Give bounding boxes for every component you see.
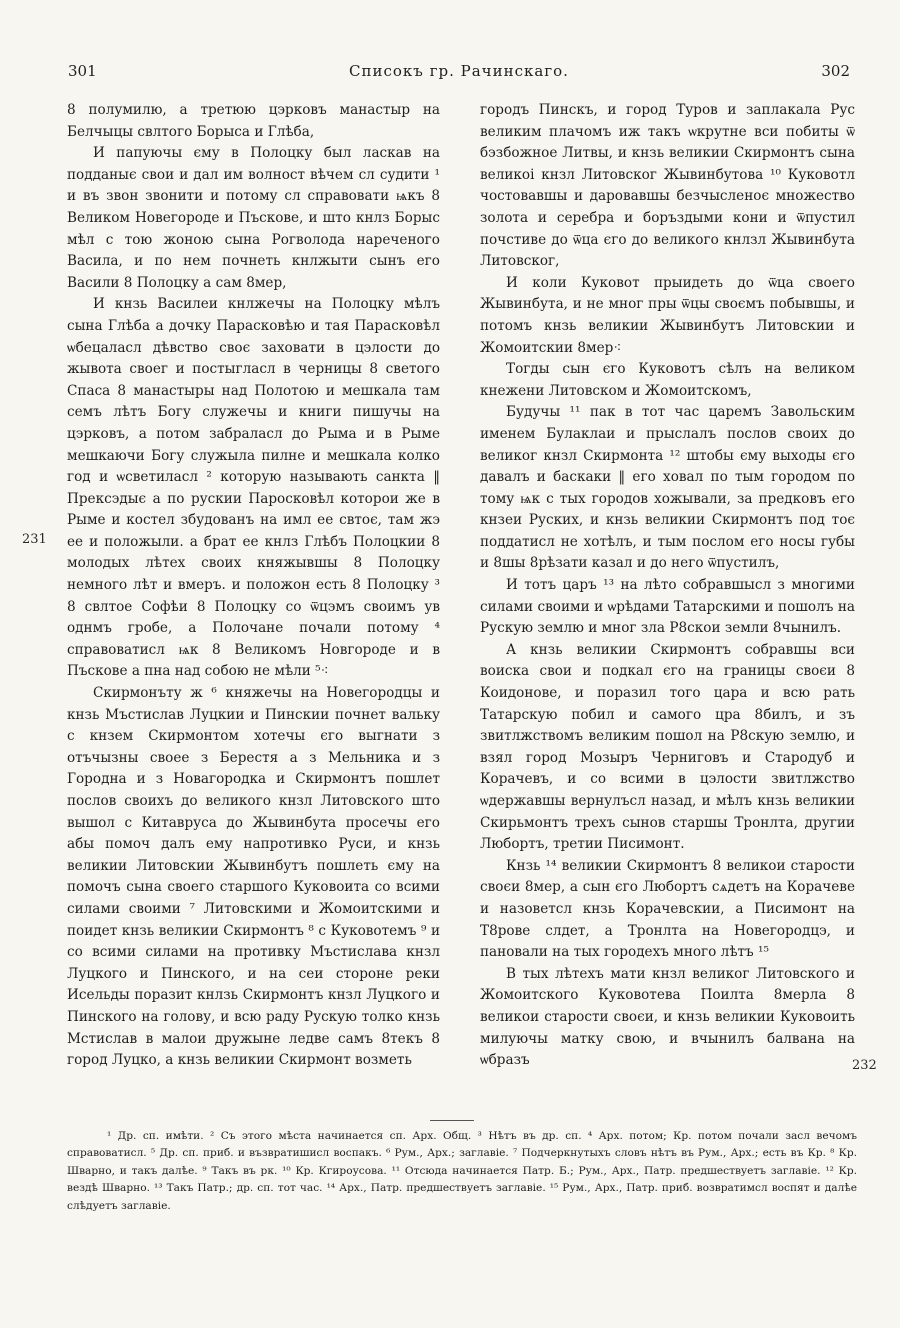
page-header [68, 62, 850, 86]
paragraph: 8 полумилю, а третюю цэрковъ манастыр на Белчыцы свлтого Борыса и Глѣба, [67, 102, 440, 140]
footnote-text: ¹ Др. сп. имѣти. ² Съ этого мѣста начинается сп. Арх. Общ. ³ Нѣтъ въ др. сп. ⁴ Арх. потом; Кр. потом почали засл вечомъ справоватисл. ⁵ Др. сп. приб. и възвратишисл воспакъ. ⁶ Рум., Арх.; заглавіе. ⁷ Подчеркнутыхъ словъ нѣтъ въ Рум., Арх.; есть въ Кр. ⁸ Кр. Шварно, и такъ далѣе. ⁹ Такъ въ рк. ¹⁰ Кр. Кгироусова. ¹¹ Отсюда начинается Патр. Б.; Рум., Арх., Патр. предшествуетъ заглавіе. ¹² Кр. вездѣ Шварно. ¹³ Такъ Патр.; др. сп. тот час. ¹⁴ Арх., Патр. предшествуетъ заглавіе. ¹⁵ Рум., Арх., Патр. приб. возвратимсл воспят и далѣе слѣдуетъ заглавіе. [67, 1130, 857, 1212]
paragraph: И кнзь Василеи кнлжечы на Полоцку мѣлъ сына Глѣба а дочку Парасковѣю и тая Парасковѣл ѡбецаласл дѣвство своє заховати в цэлости до жывота своег и постыгласл в черницы 8 светого Спаса 8 манастыры над Полотою и мешкала там семъ лѣтъ Богу служечы и книги пишучы на цэрковъ, а потом забраласл до Рыма и в Рыме мешкаючи Богу служыла пилне и мешкала колко год и ѡсветиласл ² которую называють санкта ‖ Прексэдыє а по рускии Паросковѣл которои же в Рыме и костел збудованъ на имл ее свтоє, там жэ ее и положыли. а брат ее кнлз Глѣбъ Полоцкии 8 молодых лѣтех своих княжывшы 8 Полоцку немного лѣт и вмеръ. и положон есть 8 Полоцку ³ 8 свлтое Софѣи 8 Полоцку со ѿцэмъ своимъ ув однмъ гробе, а Полочане почали потому ⁴ справоватисл ѩк 8 Великомъ Новгороде и в Пъскове а пна над собою не мѣли ⁵⁖ [67, 296, 440, 680]
paragraph: В тых лѣтехъ мати кнзл великог Литовского и Жомоитского Куковотева Поилта 8мерла 8 великои старости своєи, и кнзь великии Куковоить милуючы матку свою, и вчынилъ балвана на ѡбразъ [480, 965, 855, 1069]
page-number-right: 302 [821, 62, 850, 80]
paragraph: И тотъ царъ ¹³ на лѣто собравшысл з многими силами своими и ѡрѣдами Татарскими и пошолъ на Рускую землю и мног зла Р8скои земли 8чынилъ. [480, 577, 855, 637]
running-title: Списокъ гр. Рачинскаго. [349, 62, 569, 80]
margin-folio-number-left: 231 [22, 532, 47, 547]
left-column [67, 100, 440, 1072]
page-number-left: 301 [68, 62, 97, 80]
paragraph: Скирмонъту ж ⁶ княжечы на Новегородцы и кнзь Мъстислав Луцкии и Пинскии почнет вальку с кнзем Скирмонтом хотечы єго выгнати з отъчызны своее з Берестя а з Мельника и з Городна и з Новагородка и Скирмонтъ пошлет послов своихъ до великого кнзл Литовского што вышол с Китавруса до Жывинбута просечы его абы помоч далъ ему напротивко Руси, и кнзь великии Литовскии Жывинбутъ пошлеть єму на помочъ сына своего старшого Куковоита со всими силами своими ⁷ Литовскими и Жомоитскими и поидет кнзь великии Скирмонтъ ⁸ с Куковотемъ ⁹ и со всими силами на противку Мъстислава кнзл Луцкого и Пинского, и на сеи стороне реки Исельды поразит кнлзь Скирмонтъ кнзл Луцкого и Пинского на голову, и всю раду Рускую толко кнзь Мстислав в малои дружыне ледве самъ 8текъ 8 город Луцко, а кнзь великии Скирмонт возметь [67, 685, 440, 1069]
paragraph: городъ Пинскъ, и город Туров и заплакала Рус великим плачомъ иж такъ ѡкрутне вси побиты ѿ бэзбожное Литвы, и кнзь великии Скирмонтъ сына великоі кнзл Литовског Жывинбутова ¹⁰ Куковотл чостовавшы и даровавшы безчыcленоє множество золота и серебра и боръздыми кони и ѿпустил почстиве до ѿца єго до великого кнлзл Жывинбута Литовског, [480, 102, 855, 270]
paragraph: Будучы ¹¹ пак в тот час царемъ Завольским именем Булаклаи и прыслалъ послов своих до великог кнзл Скирмонта ¹² штобы єму выходы єго давалъ и баскаки ‖ его ховал по тым городом по тому ѩк с тых городов хожывали, за предковъ его кнзеи Руских, и кнзь великии Скирмонтъ под тоє поддатисл не хотѣлъ, и тым послом его носы губы и 8шы 8рѣзати казал и до него ѿпустилъ, [480, 404, 855, 572]
paragraph: Кнзь ¹⁴ великии Скирмонтъ 8 великои старости своєи 8мер, а сын єго Любортъ сѧдетъ на Корачеве и назоветсл кнзь Корачевскии, а Писимонт на Т8рове слдет, а Тронлта на Новегородцэ, и пановали на тых городехъ много лѣтъ ¹⁵ [480, 857, 855, 961]
margin-folio-number-right: 232 [852, 1058, 877, 1073]
footnote-divider [430, 1120, 474, 1121]
right-column [480, 100, 855, 1072]
paragraph: И коли Куковот прыидеть до ѿца своего Жывинбута, и не мног пры ѿцы своємъ побывшы, и потомъ кнзь великии Жывинбутъ Литовскии и Жомоитскии 8мер⁖ [480, 274, 855, 356]
paragraph: Тогды сын єго Куковотъ сѣлъ на великом кнежени Литовском и Жомоитскомъ, [480, 361, 855, 399]
paragraph: И папуючы єму в Полоцку был ласкав на подданыє свои и дал им волност вѣчем сл судити ¹ и въ звон звонити и потому сл справовати ѩкъ 8 Великом Новегороде и Пъскове, и што кнлз Борыс мѣл с тою жоною сына Рогволода нареченого Васила, и по нем почнеть кнлжыти сынъ его Васили 8 Полоцку а сам 8мер, [67, 145, 440, 291]
footnotes [67, 1128, 857, 1215]
paragraph: А кнзь великии Скирмонтъ собравшы вси воиска свои и подкал єго на границы своєи 8 Коидонове, и поразил того цара и всю рать Татарскую побил и самого цра 8билъ, и зъ звитлжствомъ великим пошол на Р8скую землю, и взял город Мозыръ Черниговъ и Стародуб и Корачевъ, и со всими в цэлости звитлжство ѡдержавшы вернулъсл назад, и мѣлъ кнзь великии Скирьмонтъ трехъ сынов старшы Тронлта, другии Любортъ, третии Писимонт. [480, 641, 855, 853]
